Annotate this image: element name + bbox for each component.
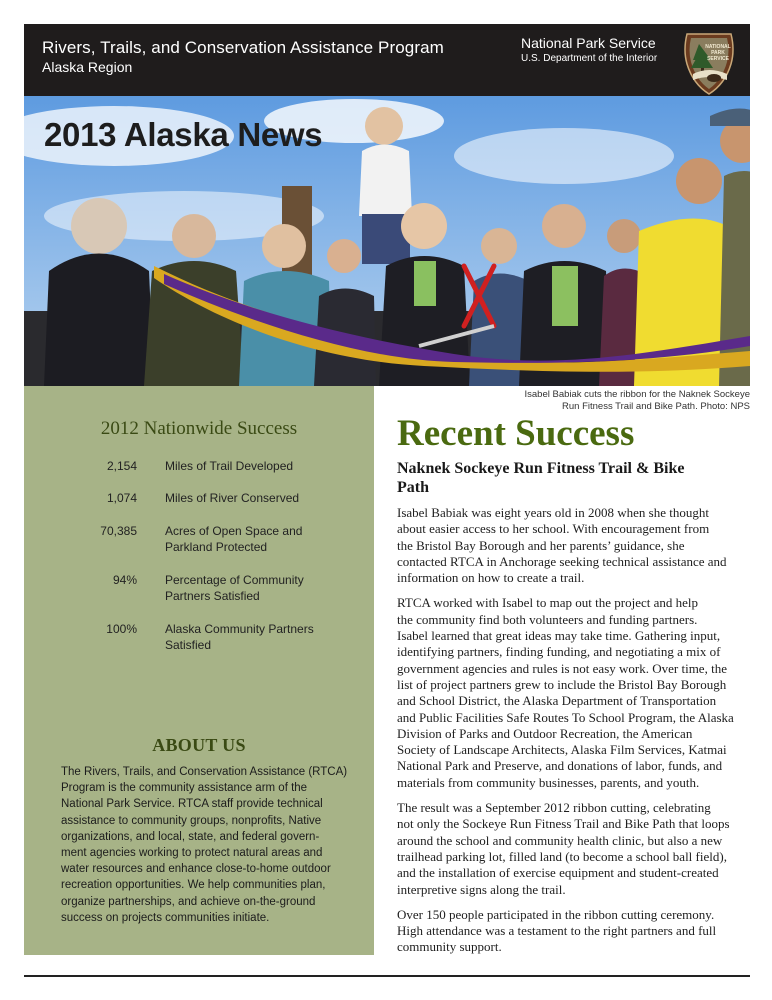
- paragraph: [397, 595, 751, 791]
- stat-label: [165, 490, 335, 506]
- paragraph-line: High attendance was a testament to the right partners and full: [397, 923, 717, 939]
- article-title-line: Naknek Sockeye Run Fitness Trail & Bike: [397, 460, 685, 477]
- paragraph-line: and the installation of exercise equipment and student-created: [397, 865, 719, 881]
- stat-label-line: Acres of Open Space and: [165, 524, 303, 538]
- stat-value: 1,074: [106, 491, 137, 505]
- stat-label: [165, 572, 335, 604]
- article-title-line: Path: [397, 479, 429, 496]
- department-name: U.S. Department of the Interior: [521, 53, 658, 64]
- paragraph-line: around the school and community health clinic, but also a new: [397, 832, 723, 848]
- about-line: organize partnerships, and achieve on-the-ground: [61, 895, 316, 908]
- about-line: ment agencies working to protect natural areas and: [61, 847, 323, 860]
- paragraph-line: community support.: [397, 939, 502, 955]
- stat-label-line: Miles of Trail Developed: [165, 459, 294, 473]
- paragraph-line: materials from community businesses, parents, and youth.: [397, 774, 700, 790]
- stat-value: 94%: [112, 573, 137, 587]
- about-line: organizations, and local, state, and federal govern-: [61, 830, 320, 843]
- stat-label-line: Miles of River Conserved: [165, 491, 300, 505]
- stat-label: [165, 621, 335, 653]
- paragraph-line: contacted RTCA in Anchorage seeking technical assistance and: [397, 553, 727, 569]
- paragraph-line: list of project partners grew to include the Bristol Bay Borough: [397, 676, 727, 692]
- photo-caption: [470, 389, 750, 413]
- stat-label-line: Satisfied: [165, 638, 212, 652]
- paragraph: [397, 907, 751, 956]
- section-title: Recent Success: [397, 413, 635, 454]
- about-line: National Park Service. RTCA staff provide technical: [61, 798, 323, 811]
- paragraph-line: identifying partners, finding funding, and negotiating a mix of: [397, 644, 721, 660]
- paragraph: [397, 800, 751, 898]
- stats-heading: 2012 Nationwide Success: [100, 418, 298, 439]
- paragraph-line: Over 150 people participated in the ribbon cutting ceremony.: [397, 906, 715, 922]
- paragraph-line: Society of Landscape Architects, Alaska Film Services, Katmai: [397, 742, 727, 758]
- bottom-divider: [24, 975, 750, 977]
- about-text: [61, 764, 353, 926]
- paragraph: [397, 505, 751, 586]
- paragraph-line: government agencies and rules is not easy work. Over time, the: [397, 660, 727, 676]
- stat-label-line: Percentage of Community: [165, 573, 304, 587]
- main-article: [397, 412, 751, 965]
- newsletter-title: 2013 Alaska News: [44, 116, 323, 153]
- about-heading: ABOUT US: [152, 735, 246, 755]
- stat-label: [165, 458, 335, 474]
- about-line: Program is the community assistance arm of the: [61, 782, 308, 795]
- paragraph-line: about easier access to her school. With encouragement from: [397, 521, 710, 537]
- sidebar-panel: [24, 386, 374, 955]
- caption-line: Run Fitness Trail and Bike Path. Photo: NPS: [562, 401, 750, 412]
- paragraph-line: The result was a September 2012 ribbon cutting, celebrating: [397, 800, 711, 816]
- agency-name: National Park Service: [521, 35, 656, 51]
- paragraph-line: Division of Parks and Outdoor Recreation, the American: [397, 725, 693, 741]
- region-label: Alaska Region: [42, 59, 133, 75]
- about-line: water resources and enhance close-to-home outdoor: [61, 863, 331, 876]
- stat-label-line: Alaska Community Partners: [165, 622, 314, 636]
- about-line: The Rivers, Trails, and Conservation Assistance (RTCA): [61, 766, 348, 778]
- paragraph-line: information on how to create a trail.: [397, 570, 585, 586]
- about-line: assistance to community groups, nonprofits, Native: [61, 814, 322, 827]
- program-title: Rivers, Trails, and Conservation Assistance Program: [42, 38, 444, 57]
- stat-label-line: Parkland Protected: [165, 540, 268, 554]
- stat-label-line: Partners Satisfied: [165, 589, 260, 603]
- caption-line: Isabel Babiak cuts the ribbon for the Naknek Sockeye: [524, 389, 750, 400]
- header-bar: [24, 24, 750, 96]
- paragraph-line: the community find both volunteers and funding partners.: [397, 611, 698, 627]
- paragraph-line: RTCA worked with Isabel to map out the project and help: [397, 595, 699, 611]
- paragraph-line: National Park and Preserve, and donations of labor, funds, and: [397, 758, 723, 774]
- about-line: success on projects communities initiate.: [61, 911, 270, 924]
- paragraph-line: Isabel learned that great ideas may take time. Gathering input,: [397, 628, 721, 644]
- paragraph-line: not only the Sockeye Run Fitness Trail and Bike Path that loops: [397, 816, 730, 832]
- logo-text-park: PARK: [711, 50, 725, 56]
- paragraph-line: and Public Facilities Safe Routes To School Program, the Alaska: [397, 709, 734, 725]
- stat-value: 2,154: [106, 459, 137, 473]
- paragraph-line: Isabel Babiak was eight years old in 2008 when she thought: [397, 505, 709, 520]
- about-line: recreation opportunities. We help communities plan,: [61, 879, 326, 892]
- paragraph-line: interpretive signs along the trail.: [397, 881, 566, 897]
- logo-text-national: NATIONAL: [705, 44, 731, 50]
- stat-label: [165, 523, 335, 555]
- nps-arrowhead-logo: [681, 30, 737, 96]
- article-title: [397, 459, 751, 497]
- logo-text-service: SERVICE: [707, 56, 729, 62]
- stat-value: 100%: [106, 622, 137, 636]
- ribbon-cutting-photo: [24, 96, 750, 386]
- paragraph-line: trailhead parking lot, filled land (to become a school ball field),: [397, 848, 727, 864]
- paragraph-line: the Bristol Bay Borough and her parents’ guidance, she: [397, 537, 685, 553]
- stat-value: 70,385: [100, 524, 137, 538]
- paragraph-line: and School District, the Alaska Department of Transportation: [397, 693, 717, 709]
